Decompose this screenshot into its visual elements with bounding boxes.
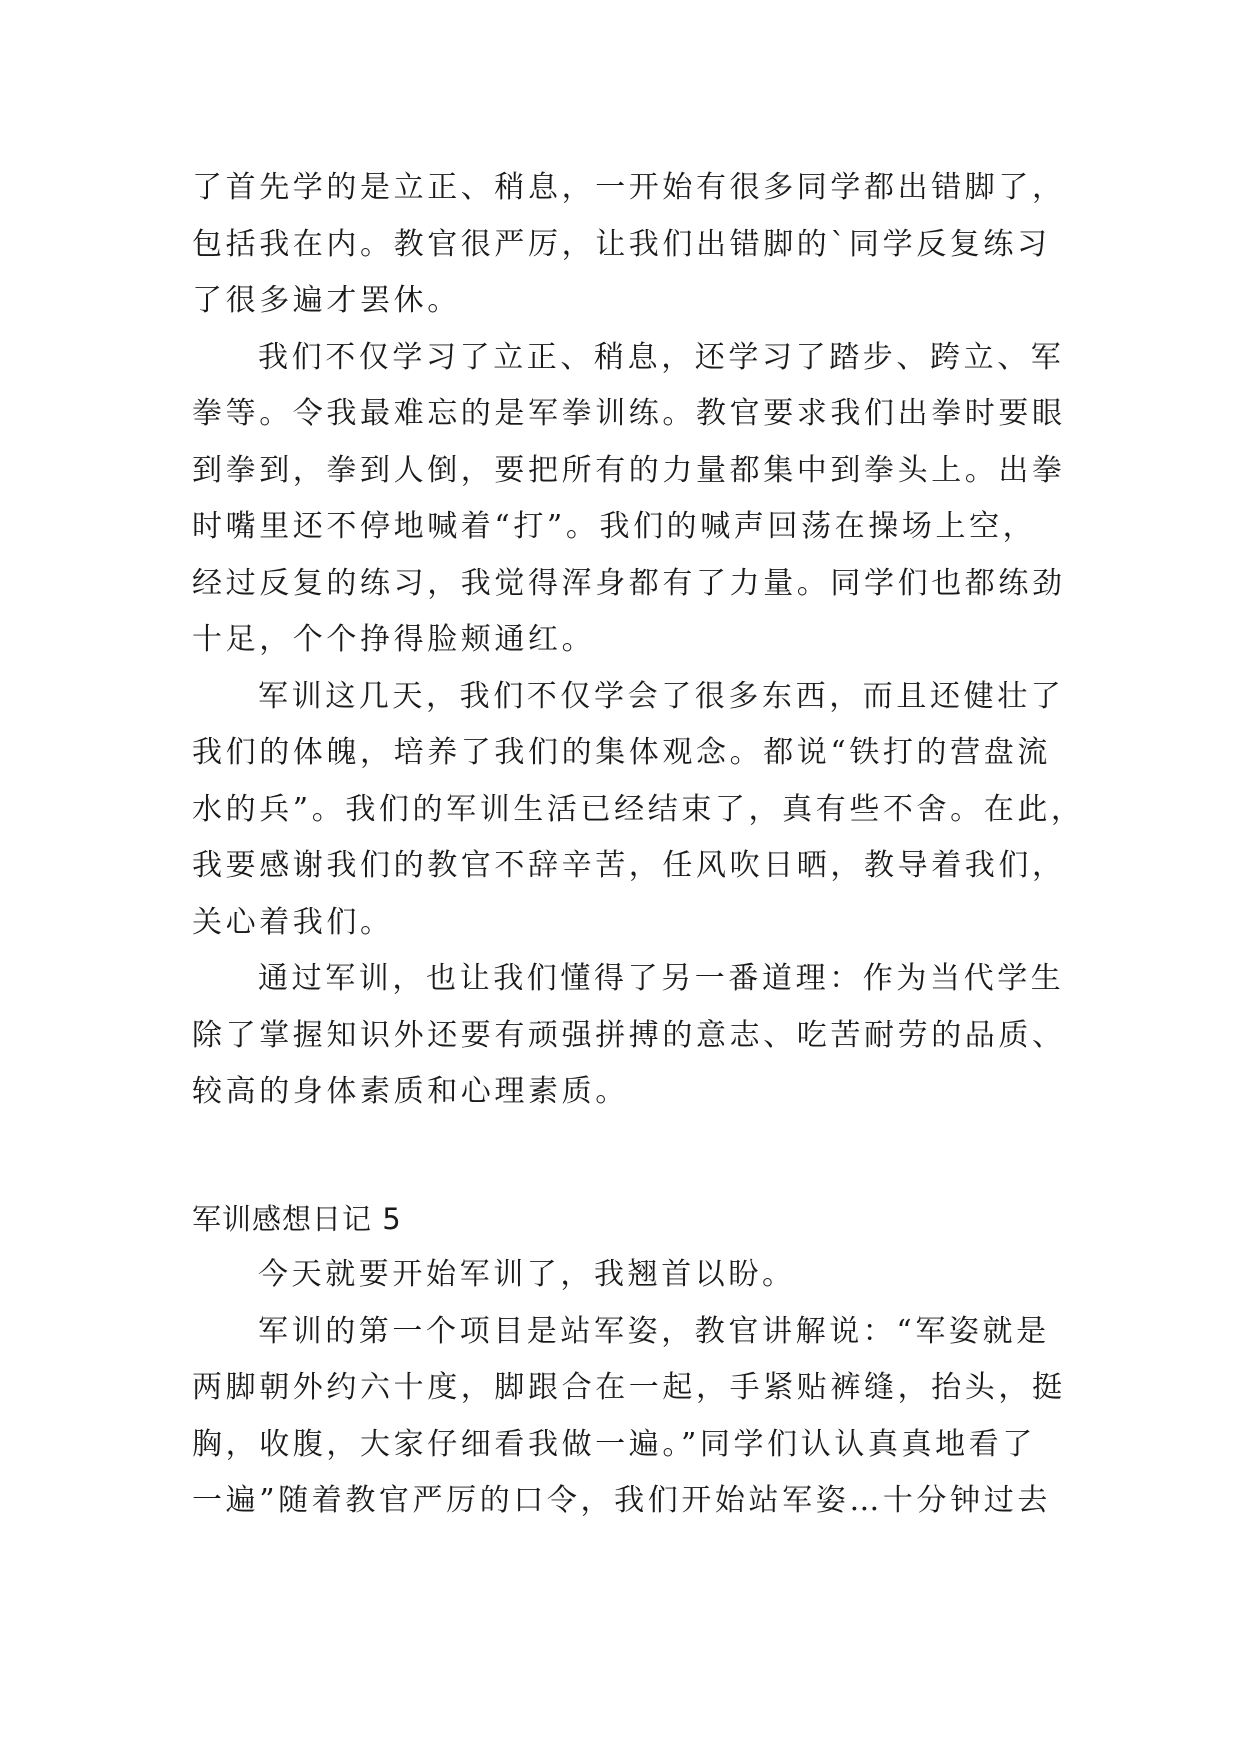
text-line: 了很多遍才罢休。 xyxy=(192,283,461,318)
section-paragraph-2 xyxy=(192,1304,1072,1530)
section-paragraph-1 xyxy=(192,1247,1072,1304)
text-line: 较高的身体素质和心理素质。 xyxy=(192,1074,629,1109)
text-line: 水的兵”。我们的军训生活已经结束了，真有些不舍。在此， xyxy=(192,791,1085,827)
text-line: 我要感谢我们的教官不辞辛苦，任风吹日晒，教导着我们， xyxy=(192,848,1066,883)
text-line: 军训的第一个项目是站军姿，教官讲解说：“军姿就是 xyxy=(258,1313,1050,1349)
text-line: 今天就要开始军训了，我翘首以盼。 xyxy=(258,1257,796,1292)
text-line: 我们的体魄，培养了我们的集体观念。都说“铁打的营盘流 xyxy=(192,735,1051,770)
paragraph-1 xyxy=(192,160,1072,330)
section-title: 军训感想日记 5 xyxy=(192,1201,402,1236)
paragraph-4 xyxy=(192,951,1072,1121)
section-spacer xyxy=(192,1121,1072,1191)
text-line: 了首先学的是立正、稍息，一开始有很多同学都出错脚了， xyxy=(192,170,1066,205)
text-line: 胸，收腹，大家仔细看我做一遍。”同学们认认真真地看了 xyxy=(192,1426,1036,1462)
text-line: 包括我在内。教官很严厉，让我们出错脚的`同学反复练习 xyxy=(192,226,1051,262)
text-line: 拳等。令我最难忘的是军拳训练。教官要求我们出拳时要眼 xyxy=(192,396,1066,431)
text-line: 两脚朝外约六十度，脚跟合在一起，手紧贴裤缝，抬头，挺 xyxy=(192,1370,1066,1405)
text-line: 除了掌握知识外还要有顽强拼搏的意志、吃苦耐劳的品质、 xyxy=(192,1017,1066,1053)
text-line: 时嘴里还不停地喊着“打”。我们的喊声回荡在操场上空， xyxy=(192,509,1037,544)
document-body xyxy=(192,160,1085,1530)
paragraph-2 xyxy=(192,330,1072,669)
text-line: 经过反复的练习，我觉得浑身都有了力量。同学们也都练劲 xyxy=(192,565,1066,601)
text-line: 关心着我们。 xyxy=(192,904,394,940)
text-line: 通过军训，也让我们懂得了另一番道理：作为当代学生 xyxy=(258,961,1065,996)
text-line: 军训这几天，我们不仅学会了很多东西，而且还健壮了 xyxy=(258,678,1065,714)
text-line: 到拳到，拳到人倒，要把所有的力量都集中到拳头上。出拳 xyxy=(192,452,1066,488)
text-line: 一遍”随着教官严厉的口令，我们开始站军姿…十分钟过去 xyxy=(192,1483,1051,1518)
paragraph-3 xyxy=(192,669,1085,952)
text-line: 十足，个个挣得脸颊通红。 xyxy=(192,622,596,657)
text-line: 我们不仅学习了立正、稍息，还学习了踏步、跨立、军 xyxy=(258,339,1065,375)
